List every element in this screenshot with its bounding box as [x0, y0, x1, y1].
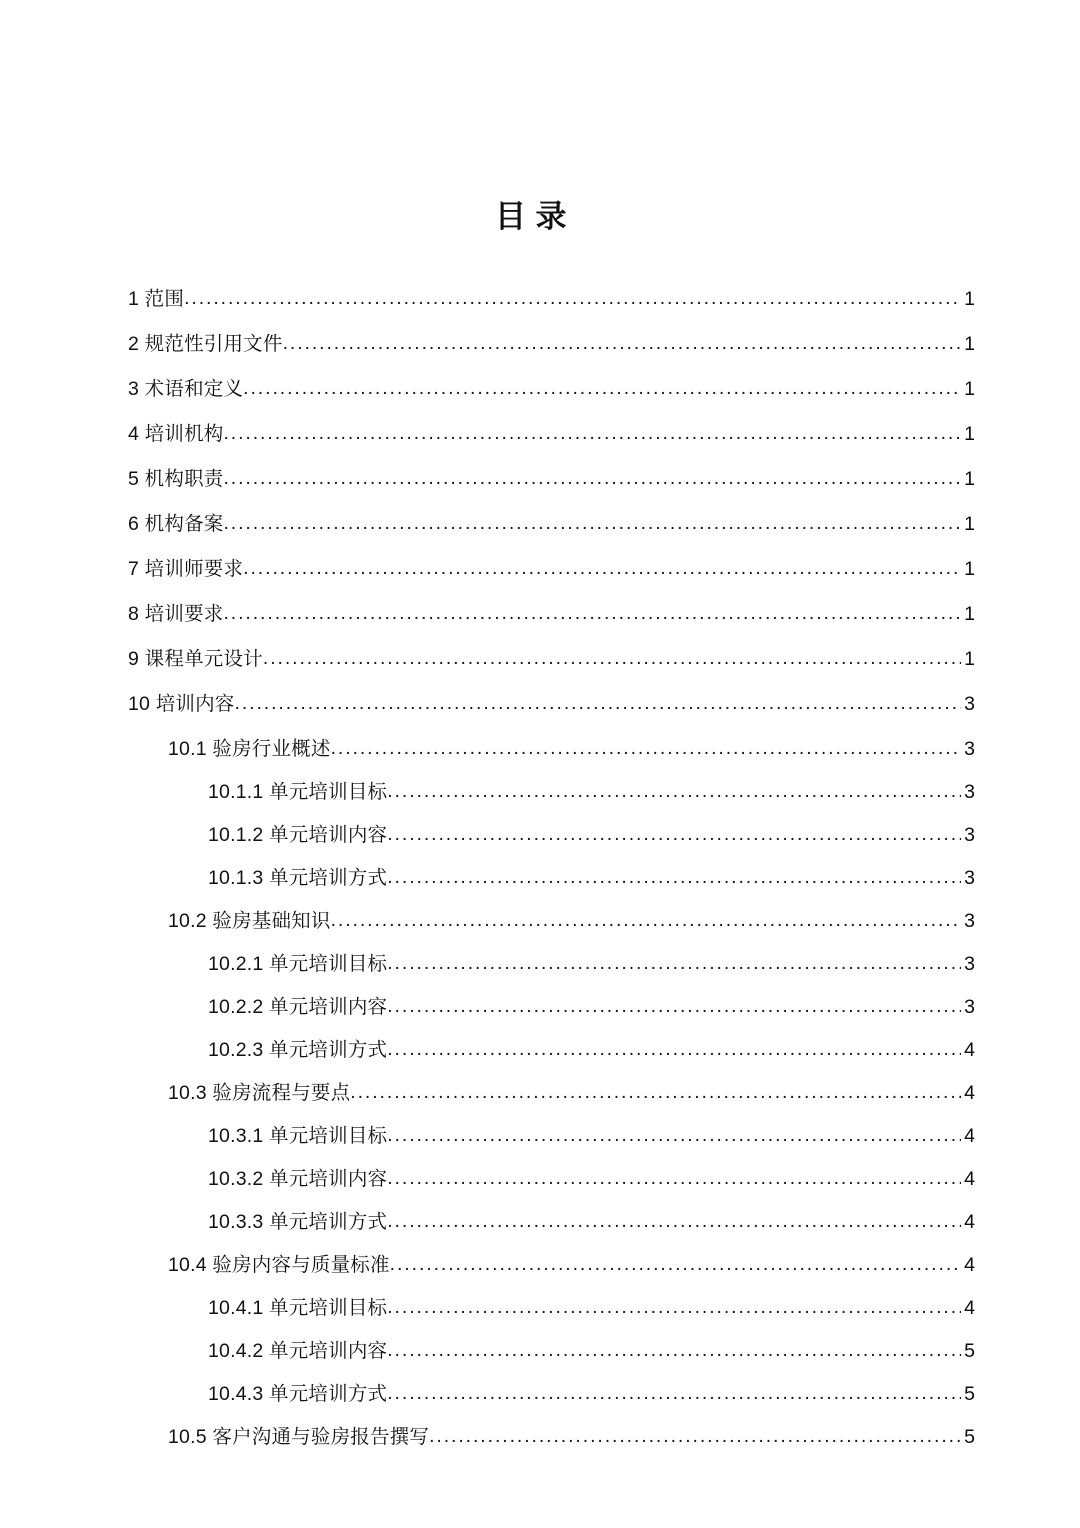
toc-entry-page-number: 3 — [964, 693, 975, 715]
toc-dot-leader — [387, 783, 961, 803]
toc-dot-leader — [387, 1342, 961, 1362]
toc-entry[interactable] — [0, 418, 1080, 463]
toc-dot-leader — [387, 869, 961, 889]
toc-dot-leader — [283, 335, 961, 355]
toc-entry-label: 9 课程单元设计 — [128, 648, 263, 670]
toc-entry-label: 10.4.3 单元培训方式 — [208, 1383, 388, 1405]
toc-entry[interactable] — [0, 553, 1080, 598]
toc-entry-label: 10.1.1 单元培训目标 — [208, 781, 388, 803]
toc-entry[interactable] — [0, 1421, 1080, 1464]
toc-entry-page-number: 3 — [964, 867, 975, 889]
toc-entry-page-number: 3 — [964, 996, 975, 1018]
toc-dot-leader — [387, 1170, 961, 1190]
toc-dot-leader — [387, 1127, 961, 1147]
toc-entry[interactable] — [0, 862, 1080, 905]
toc-dot-leader — [387, 1299, 961, 1319]
toc-entry-label: 10.4.1 单元培训目标 — [208, 1297, 388, 1319]
toc-entry-page-number: 1 — [964, 468, 975, 490]
toc-entry[interactable] — [0, 1206, 1080, 1249]
toc-entry[interactable] — [0, 991, 1080, 1034]
toc-entry[interactable] — [0, 463, 1080, 508]
toc-dot-leader — [390, 1256, 961, 1276]
toc-entry[interactable] — [0, 1292, 1080, 1335]
toc-dot-leader — [243, 560, 961, 580]
toc-entry-page-number: 4 — [964, 1082, 975, 1104]
toc-entry[interactable] — [0, 1335, 1080, 1378]
toc-dot-leader — [235, 695, 961, 715]
toc-entry-label: 4 培训机构 — [128, 423, 224, 445]
toc-entry-label: 3 术语和定义 — [128, 378, 244, 400]
toc-dot-leader — [387, 1385, 961, 1405]
toc-entry-label: 10.3.2 单元培训内容 — [208, 1168, 388, 1190]
toc-entry-label: 10 培训内容 — [128, 693, 235, 715]
toc-entry-page-number: 4 — [964, 1297, 975, 1319]
toc-dot-leader — [387, 826, 961, 846]
toc-entry-page-number: 4 — [964, 1039, 975, 1061]
toc-entry-page-number: 1 — [964, 513, 975, 535]
toc-entry-page-number: 3 — [964, 738, 975, 760]
toc-entry-page-number: 4 — [964, 1168, 975, 1190]
toc-entry-label: 5 机构职责 — [128, 468, 224, 490]
toc-entry-label: 10.2.2 单元培训内容 — [208, 996, 388, 1018]
toc-entry-page-number: 4 — [964, 1125, 975, 1147]
toc-entry-label: 2 规范性引用文件 — [128, 333, 283, 355]
toc-dot-leader — [223, 425, 961, 445]
toc-entry[interactable] — [0, 328, 1080, 373]
toc-entry-label: 10.1.3 单元培训方式 — [208, 867, 388, 889]
toc-entry-page-number: 4 — [964, 1211, 975, 1233]
toc-entry-label: 10.3.1 单元培训目标 — [208, 1125, 388, 1147]
toc-dot-leader — [387, 998, 961, 1018]
toc-entry-page-number: 5 — [964, 1383, 975, 1405]
toc-dot-leader — [184, 290, 961, 310]
toc-dot-leader — [429, 1428, 961, 1448]
toc-dot-leader — [223, 470, 961, 490]
toc-entry-page-number: 5 — [964, 1426, 975, 1448]
toc-entry[interactable] — [0, 819, 1080, 862]
toc-entry[interactable] — [0, 905, 1080, 948]
toc-entry-label: 8 培训要求 — [128, 603, 224, 625]
toc-entry[interactable] — [0, 598, 1080, 643]
toc-entry[interactable] — [0, 643, 1080, 688]
toc-entry-label: 1 范围 — [128, 288, 185, 310]
toc-entry-label: 7 培训师要求 — [128, 558, 244, 580]
toc-entry[interactable] — [0, 733, 1080, 776]
toc-dot-leader — [387, 955, 961, 975]
toc-entry-label: 10.1.2 单元培训内容 — [208, 824, 388, 846]
toc-entry-label: 10.3 验房流程与要点 — [168, 1082, 351, 1104]
toc-dot-leader — [387, 1041, 961, 1061]
toc-entry-page-number: 3 — [964, 953, 975, 975]
toc-dot-leader — [223, 515, 961, 535]
toc-entry-label: 6 机构备案 — [128, 513, 224, 535]
toc-dot-leader — [263, 650, 961, 670]
toc-entry[interactable] — [0, 373, 1080, 418]
toc-entry[interactable] — [0, 688, 1080, 733]
page-title: 目 录 — [494, 199, 568, 234]
toc-dot-leader — [243, 380, 961, 400]
toc-entry[interactable] — [0, 1077, 1080, 1120]
toc-dot-leader — [223, 605, 961, 625]
toc-entry[interactable] — [0, 1120, 1080, 1163]
toc-dot-leader — [387, 1213, 961, 1233]
toc-entry-label: 10.1 验房行业概述 — [168, 738, 331, 760]
toc-entry[interactable] — [0, 283, 1080, 328]
toc-entry-label: 10.4 验房内容与质量标准 — [168, 1254, 390, 1276]
toc-entry[interactable] — [0, 776, 1080, 819]
toc-dot-leader — [331, 912, 961, 932]
toc-entry-label: 10.5 客户沟通与验房报告撰写 — [168, 1426, 430, 1448]
toc-entry-page-number: 3 — [964, 910, 975, 932]
toc-entry-page-number: 1 — [964, 558, 975, 580]
toc-entry-label: 10.4.2 单元培训内容 — [208, 1340, 388, 1362]
toc-entry[interactable] — [0, 1249, 1080, 1292]
toc-entry-page-number: 1 — [964, 333, 975, 355]
toc-entry-page-number: 5 — [964, 1340, 975, 1362]
toc-entry-page-number: 1 — [964, 648, 975, 670]
toc-entry-page-number: 4 — [964, 1254, 975, 1276]
toc-entry-page-number: 3 — [964, 824, 975, 846]
toc-entry-page-number: 3 — [964, 781, 975, 803]
toc-entry-page-number: 1 — [964, 288, 975, 310]
toc-dot-leader — [350, 1084, 961, 1104]
toc-entry-page-number: 1 — [964, 423, 975, 445]
toc-entry-list — [0, 283, 1080, 1464]
toc-entry-page-number: 1 — [964, 603, 975, 625]
toc-entry-label: 10.2.3 单元培训方式 — [208, 1039, 388, 1061]
toc-entry-label: 10.3.3 单元培训方式 — [208, 1211, 388, 1233]
toc-entry-page-number: 1 — [964, 378, 975, 400]
toc-dot-leader — [331, 740, 961, 760]
toc-entry-label: 10.2.1 单元培训目标 — [208, 953, 388, 975]
toc-entry[interactable] — [0, 1034, 1080, 1077]
toc-entry-label: 10.2 验房基础知识 — [168, 910, 331, 932]
toc-entry[interactable] — [0, 948, 1080, 991]
toc-entry[interactable] — [0, 508, 1080, 553]
toc-entry[interactable] — [0, 1378, 1080, 1421]
toc-entry[interactable] — [0, 1163, 1080, 1206]
